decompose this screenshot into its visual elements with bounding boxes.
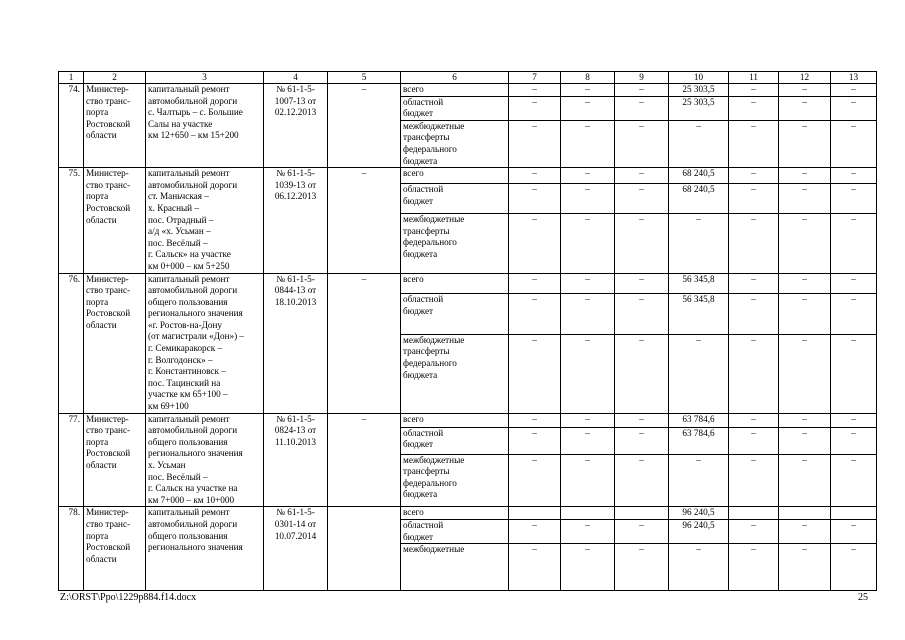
value-cell: –: [509, 413, 561, 427]
header-row: [59, 72, 877, 84]
value-cell: –: [561, 273, 615, 294]
value-cell: –: [779, 273, 831, 294]
value-cell: –: [561, 214, 615, 273]
category-line: областной: [403, 427, 444, 438]
value-cell: –: [831, 519, 877, 543]
value-cell: –: [729, 427, 779, 454]
value-cell: –: [729, 183, 779, 213]
value-cell: –: [509, 519, 561, 543]
category-line: областной: [403, 96, 444, 107]
category-cell: [401, 544, 509, 591]
table-row: [59, 168, 877, 184]
value-cell: –: [509, 544, 561, 591]
category-line: федерального: [403, 357, 457, 368]
row-number: 77.: [59, 413, 84, 507]
value-cell: –: [779, 168, 831, 184]
category-cell: [401, 427, 509, 454]
value-cell: 63 784,6: [669, 413, 729, 427]
value-cell: –: [779, 120, 831, 167]
value-cell: –: [509, 96, 561, 120]
value-cell: –: [779, 294, 831, 334]
value-cell: –: [615, 334, 669, 413]
organization-cell: Министер- ство транс- порта Ростовской области: [84, 168, 146, 273]
value-cell: –: [831, 183, 877, 213]
document-cell: № 61-1-5- 0844-13 от 18.10.2013: [264, 273, 328, 413]
value-cell: –: [561, 294, 615, 334]
value-cell: –: [615, 544, 669, 591]
col5-cell: –: [328, 84, 401, 168]
value-cell: –: [509, 454, 561, 507]
value-cell: –: [561, 84, 615, 97]
value-cell: –: [615, 273, 669, 294]
organization-cell: Министер- ство транс- порта Ростовской области: [84, 507, 146, 591]
category-cell: [401, 214, 509, 273]
value-cell: –: [779, 334, 831, 413]
value-cell: –: [669, 120, 729, 167]
value-cell: –: [779, 544, 831, 591]
value-cell: –: [561, 519, 615, 543]
value-cell: –: [729, 519, 779, 543]
document-cell: № 61-1-5- 0824-13 от 11.10.2013: [264, 413, 328, 507]
col-header: 7: [509, 72, 561, 84]
document-cell: № 61-1-5- 1039-13 от 06.12.2013: [264, 168, 328, 273]
col-header: 2: [84, 72, 146, 84]
category-line: трансферты: [403, 225, 450, 236]
value-cell: –: [561, 168, 615, 184]
category-line: межбюджетные: [403, 544, 465, 555]
value-cell: –: [509, 84, 561, 97]
organization-cell: Министер- ство транс- порта Ростовской области: [84, 84, 146, 168]
value-cell: –: [729, 544, 779, 591]
value-cell: –: [831, 334, 877, 413]
category-line: бюджета: [403, 248, 438, 259]
value-cell: –: [561, 427, 615, 454]
value-cell: –: [831, 294, 877, 334]
category-line: всего: [403, 507, 424, 518]
category-line: бюджет: [403, 439, 434, 450]
value-cell: –: [509, 168, 561, 184]
col-header: 10: [669, 72, 729, 84]
value-cell: –: [509, 334, 561, 413]
col-header: 3: [146, 72, 264, 84]
value-cell: –: [615, 120, 669, 167]
value-cell: –: [615, 168, 669, 184]
category-cell: [401, 454, 509, 507]
value-cell: –: [669, 334, 729, 413]
category-line: трансферты: [403, 466, 450, 477]
category-cell: [401, 334, 509, 413]
value-cell: –: [779, 96, 831, 120]
organization-cell: Министер- ство транс- порта Ростовской области: [84, 413, 146, 507]
category-cell: [401, 96, 509, 120]
category-line: бюджета: [403, 155, 438, 166]
value-cell: –: [831, 427, 877, 454]
category-cell: [401, 168, 509, 184]
value-cell: –: [729, 168, 779, 184]
value-cell: –: [561, 334, 615, 413]
value-cell: 68 240,5: [669, 183, 729, 213]
category-line: всего: [403, 168, 424, 179]
col-header: 4: [264, 72, 328, 84]
col-header: 11: [729, 72, 779, 84]
value-cell: –: [779, 183, 831, 213]
value-cell: 96 240,5: [669, 519, 729, 543]
value-cell: –: [729, 214, 779, 273]
category-line: бюджет: [403, 306, 434, 317]
page-number: 25: [858, 592, 868, 603]
value-cell: 68 240,5: [669, 168, 729, 184]
footer-file-path: Z:\ORST\Ppo\1229p884.f14.docx: [60, 592, 197, 603]
category-line: федерального: [403, 477, 457, 488]
value-cell: –: [831, 120, 877, 167]
col-header: 6: [401, 72, 509, 84]
value-cell: –: [729, 96, 779, 120]
value-cell: –: [561, 413, 615, 427]
row-number: 78.: [59, 507, 84, 591]
category-line: бюджета: [403, 489, 438, 500]
value-cell: –: [669, 214, 729, 273]
value-cell: –: [831, 273, 877, 294]
category-line: всего: [403, 413, 424, 424]
category-cell: [401, 413, 509, 427]
col5-cell: –: [328, 273, 401, 413]
value-cell: –: [615, 96, 669, 120]
value-cell: –: [509, 214, 561, 273]
value-cell: –: [729, 273, 779, 294]
value-cell: –: [779, 413, 831, 427]
value-cell: –: [561, 544, 615, 591]
value-cell: –: [831, 168, 877, 184]
value-cell: 25 303,5: [669, 96, 729, 120]
category-line: областной: [403, 294, 444, 305]
category-line: бюджет: [403, 531, 434, 542]
value-cell: –: [729, 413, 779, 427]
value-cell: –: [779, 84, 831, 97]
table-row: [59, 273, 877, 294]
value-cell: –: [615, 454, 669, 507]
value-cell: 56 345,8: [669, 294, 729, 334]
category-line: бюджета: [403, 369, 438, 380]
value-cell: [831, 507, 877, 520]
value-cell: –: [729, 120, 779, 167]
value-cell: –: [615, 84, 669, 97]
col5-cell: –: [328, 168, 401, 273]
category-cell: [401, 507, 509, 520]
value-cell: 63 784,6: [669, 427, 729, 454]
category-line: всего: [403, 84, 424, 94]
description-cell: капитальный ремонт автомобильной дороги ст. Маньчская – х. Красный – пос. Отрадный – а/д «х. Усьман – пос. Весёлый – г. Сальск» на участке км 0+000 – км 5+250: [146, 168, 264, 273]
organization-cell: Министер- ство транс- порта Ростовской области: [84, 273, 146, 413]
category-line: трансферты: [403, 346, 450, 357]
col-header: 5: [328, 72, 401, 84]
category-line: трансферты: [403, 132, 450, 143]
col5-cell: [328, 507, 401, 591]
value-cell: –: [561, 96, 615, 120]
value-cell: 25 303,5: [669, 84, 729, 97]
value-cell: –: [779, 427, 831, 454]
value-cell: –: [779, 214, 831, 273]
table-row: [59, 84, 877, 97]
value-cell: [561, 507, 615, 520]
category-cell: [401, 183, 509, 213]
value-cell: –: [831, 84, 877, 97]
col-header: 13: [831, 72, 877, 84]
value-cell: 96 240,5: [669, 507, 729, 520]
value-cell: –: [615, 413, 669, 427]
col-header: 9: [615, 72, 669, 84]
value-cell: –: [561, 454, 615, 507]
row-number: 76.: [59, 273, 84, 413]
value-cell: –: [669, 454, 729, 507]
description-cell: капитальный ремонт автомобильной дороги с. Чалтырь – с. Большие Салы на участке км 12+650 – км 15+200: [146, 84, 264, 168]
value-cell: –: [729, 454, 779, 507]
category-line: всего: [403, 273, 424, 284]
category-cell: [401, 294, 509, 334]
value-cell: –: [509, 294, 561, 334]
category-line: межбюджетные: [403, 454, 465, 465]
category-line: межбюджетные: [403, 334, 465, 345]
value-cell: [509, 507, 561, 520]
category-line: бюджет: [403, 108, 434, 119]
value-cell: –: [831, 96, 877, 120]
value-cell: –: [831, 544, 877, 591]
value-cell: 56 345,8: [669, 273, 729, 294]
value-cell: –: [831, 413, 877, 427]
value-cell: –: [779, 454, 831, 507]
value-cell: –: [509, 120, 561, 167]
value-cell: –: [509, 427, 561, 454]
col-header: 8: [561, 72, 615, 84]
document-cell: № 61-1-5- 1007-13 от 02.12.2013: [264, 84, 328, 168]
value-cell: –: [729, 294, 779, 334]
description-cell: капитальный ремонт автомобильной дороги общего пользования регионального значения х. Усьман пос. Весёлый – г. Сальск на участке на км 7+000 – км 10+000: [146, 413, 264, 507]
table-body: [59, 72, 877, 591]
value-cell: –: [615, 427, 669, 454]
category-line: областной: [403, 183, 444, 194]
category-line: межбюджетные: [403, 214, 465, 225]
table-row: [59, 413, 877, 427]
value-cell: –: [509, 183, 561, 213]
category-line: межбюджетные: [403, 120, 465, 131]
value-cell: [779, 507, 831, 520]
value-cell: –: [729, 334, 779, 413]
value-cell: –: [561, 183, 615, 213]
col-header: 12: [779, 72, 831, 84]
value-cell: –: [561, 120, 615, 167]
category-line: областной: [403, 519, 444, 530]
category-cell: [401, 273, 509, 294]
category-cell: [401, 84, 509, 97]
document-cell: № 61-1-5- 0301-14 от 10.07.2014: [264, 507, 328, 591]
description-cell: капитальный ремонт автомобильной дороги общего пользования регионального значения: [146, 507, 264, 591]
category-cell: [401, 519, 509, 543]
value-cell: –: [831, 214, 877, 273]
value-cell: –: [615, 294, 669, 334]
value-cell: –: [615, 183, 669, 213]
category-cell: [401, 120, 509, 167]
value-cell: –: [509, 273, 561, 294]
value-cell: [729, 507, 779, 520]
col5-cell: –: [328, 413, 401, 507]
category-line: федерального: [403, 143, 457, 154]
description-cell: капитальный ремонт автомобильной дороги общего пользования регионального значения «г. Ростов-на-Дону (от магистрали «Дон») – г. Семикаракорск – г. Волгодонск» – г. Константиновск – пос. Тацинский на участке км 65+100 – км 69+100: [146, 273, 264, 413]
value-cell: [615, 507, 669, 520]
value-cell: –: [615, 214, 669, 273]
budget-table: [58, 71, 877, 591]
value-cell: –: [615, 519, 669, 543]
value-cell: –: [831, 454, 877, 507]
category-line: федерального: [403, 237, 457, 248]
col-header: 1: [59, 72, 84, 84]
value-cell: –: [779, 519, 831, 543]
table-row: [59, 507, 877, 520]
value-cell: –: [729, 84, 779, 97]
value-cell: –: [669, 544, 729, 591]
row-number: 75.: [59, 168, 84, 273]
category-line: бюджет: [403, 195, 434, 206]
row-number: 74.: [59, 84, 84, 168]
